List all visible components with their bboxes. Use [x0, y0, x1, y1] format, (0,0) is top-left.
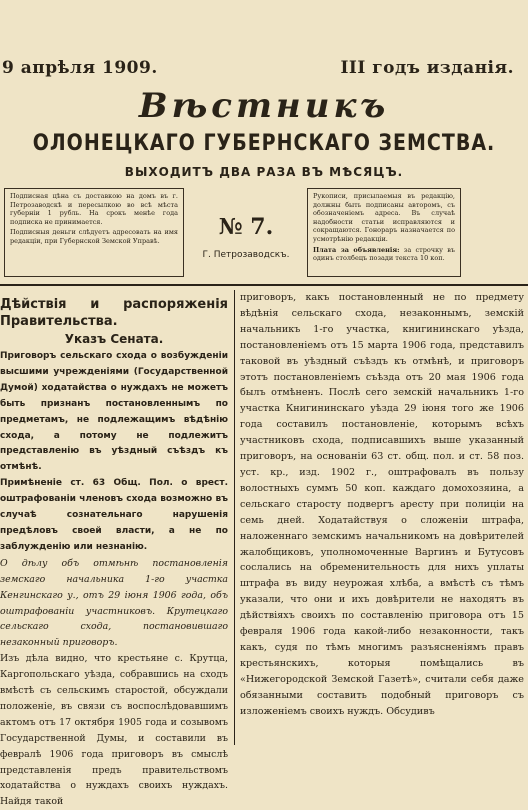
- publication-year: III годъ изданія.: [340, 58, 514, 78]
- header-rule: [0, 284, 528, 286]
- issue-city: Г. Петрозаводскъ.: [202, 250, 290, 260]
- masthead-subtitle: ОЛОНЕЦКАГО ГУБЕРНСКАГО ЗЕМСТВА.: [32, 130, 496, 156]
- decree-paragraph-1: Приговоръ сельскаго схода о возбужденіи высшими учрежденіями (Государственной Думой) ходатайства о нуждахъ не можетъ быть признанъ постановленнымъ по предметамъ, не подлежащимъ вѣдѣнію схода, а потому не подлежитъ представленію въ уѣздный съѣздъ къ отмѣнѣ.: [0, 351, 228, 473]
- manuscripts-box: [307, 188, 461, 277]
- column-rule: [234, 290, 235, 745]
- issue-number: № 7.: [218, 214, 274, 240]
- advertising-rate: за строчку въ одинъ столбецъ позади текста 10 коп.: [313, 245, 455, 263]
- masthead-title: Вѣстникъ: [138, 86, 390, 126]
- case-paragraph: Изъ дѣла видно, что крестьяне с. Крутца, Каргопольскаго уѣзда, собравшись на сходъ вмѣстѣ съ сельскимъ старостой, обсуждали положеніе, въ связи съ воспослѣдовавшимъ актомъ отъ 17 октября 1905 года и созывомъ Государственной Думы, и составили въ февралѣ 1906 года приговоръ въ смыслѣ представленія предъ правительствомъ ходатайства о нуждахъ своихъ нуждахъ. Найдя такой: [0, 653, 228, 808]
- subscription-price-text: Подписная цѣна съ доставкою на домъ въ г. Петрозаводскѣ и пересылкою во всѣ мѣста губерніи 1 рубль. На срокъ менѣе года подписка не принимается.: [10, 192, 178, 226]
- issue-date: 9 апрѣля 1909.: [2, 58, 158, 78]
- decree-heading: Указъ Сената.: [64, 332, 164, 346]
- left-column: [0, 296, 228, 810]
- right-column: [240, 290, 524, 719]
- advertising-text: [313, 246, 455, 263]
- manuscripts-text: Рукописи, присылаемыя въ редакцію, должны быть подписаны авторомъ, съ обозначеніемъ адреса. Въ случаѣ надобности статьи исправляются и сокращаются. Гонораръ назначается по усмотрѣнію редакціи.: [313, 192, 455, 243]
- subscription-address-text: Подписныя деньги слѣдуетъ адресовать на имя редакціи, при Губернской Земской Управѣ.: [10, 228, 178, 245]
- publication-frequency: ВЫХОДИТЪ ДВА РАЗА ВЪ МѢСЯЦЪ.: [124, 165, 404, 179]
- right-column-text: приговоръ, какъ постановленный не по предмету вѣдѣнія сельскаго схода, незаконнымъ, земскій начальникъ 1-го участка, книгининскаго уѣзда, постановленіемъ отъ 15 марта 1906 года, представилъ таковой въ уѣздный съѣздъ къ отмѣнѣ, и приговоръ этотъ постановленіемъ съѣзда отъ 20 мая 1906 года былъ отмѣненъ. Послѣ сего земскій начальникъ 1-го участка Книгининскаго уѣзда 29 іюня того же 1906 года составилъ постановленіе, которымъ всѣхъ участниковъ схода, подписавшихъ выше указанный приговоръ, на основаніи 63 ст. общ. пол. и ст. 58 поз. уст. кр., изд. 1902 г., оштрафовалъ въ пользу волостныхъ суммъ 50 коп. каждаго домохозяина, а сельскаго старосту подвергъ аресту при полиціи на семь дней. Ходатайствуя о сложеніи штрафа, наложеннаго земскимъ начальникомъ на довѣрителей жалобщиковъ, уполномоченные Варгинъ и Бутусовъ сослались на обременительность для нихъ уплаты штрафа въ виду неурожая хлѣба, а вмѣстѣ съ тѣмъ указали, что они и ихъ довѣрители не находятъ въ дѣйствіяхъ своихъ по составленію приговора отъ 15 февраля 1906 года какой-либо незаконности, такъ какъ, судя по тѣмъ многимъ разъясненіямъ правъ крестьянскихъ, которыя помѣщались въ «Нижегородской Земской Газетѣ», считали себя даже обязанными составить подобный приговоръ съ изложеніемъ своихъ нуждъ. Обсудивъ: [240, 292, 524, 717]
- case-title: О дѣлу объ отмѣнѣ постановленія земскаго начальника 1-го участка Кенгинскаго у., отъ 29 іюня 1906 года, объ оштрафованіи участниковъ. Крутецкаго сельскаго схода, постановившаго незаконный приговоръ.: [0, 557, 228, 649]
- decree-paragraph-2: Примѣненіе ст. 63 Общ. Пол. о врест. оштрафованіи членовъ схода возможно въ случаѣ сознательнаго нарушенія предѣловъ своей власти, а не по заблужденію или незнанію.: [0, 478, 228, 552]
- subscription-box: [4, 188, 184, 277]
- section-heading: Дѣйствія и распоряженія Правительства.: [0, 297, 228, 329]
- advertising-label: Плата за объявленія:: [313, 245, 400, 254]
